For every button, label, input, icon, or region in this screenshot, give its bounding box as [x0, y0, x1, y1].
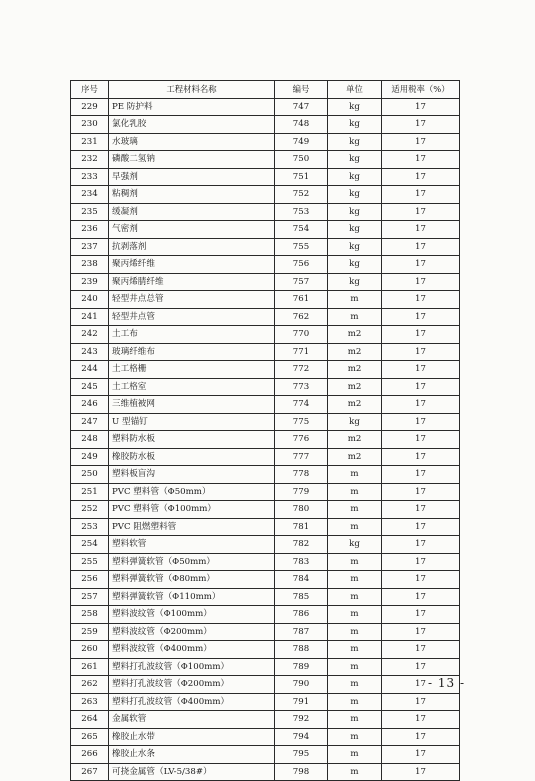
- cell-unit: kg: [328, 203, 382, 221]
- cell-unit: m: [328, 483, 382, 501]
- cell-tax-rate: 17: [382, 221, 460, 239]
- cell-tax-rate: 17: [382, 483, 460, 501]
- table-row: [71, 483, 460, 501]
- cell-seq: 259: [71, 623, 109, 641]
- cell-seq: 240: [71, 291, 109, 309]
- cell-code: 798: [275, 763, 328, 781]
- cell-tax-rate: 17: [382, 378, 460, 396]
- cell-material-name: 橡胶止水带: [109, 728, 275, 746]
- cell-material-name: 塑料打孔波纹管（Φ100mm）: [109, 658, 275, 676]
- cell-seq: 258: [71, 606, 109, 624]
- cell-material-name: 聚丙烯腈纤维: [109, 273, 275, 291]
- cell-code: 777: [275, 448, 328, 466]
- table-row: [71, 658, 460, 676]
- cell-seq: 249: [71, 448, 109, 466]
- cell-unit: m: [328, 501, 382, 519]
- cell-tax-rate: 17: [382, 343, 460, 361]
- cell-code: 754: [275, 221, 328, 239]
- cell-material-name: U 型锚钉: [109, 413, 275, 431]
- cell-code: 776: [275, 431, 328, 449]
- cell-unit: m: [328, 466, 382, 484]
- table-row: [71, 168, 460, 186]
- cell-unit: kg: [328, 186, 382, 204]
- cell-material-name: 聚丙烯纤维: [109, 256, 275, 274]
- cell-seq: 252: [71, 501, 109, 519]
- cell-material-name: 塑料板盲沟: [109, 466, 275, 484]
- cell-seq: 239: [71, 273, 109, 291]
- cell-seq: 248: [71, 431, 109, 449]
- cell-seq: 231: [71, 133, 109, 151]
- cell-unit: m: [328, 308, 382, 326]
- cell-seq: 257: [71, 588, 109, 606]
- cell-unit: kg: [328, 256, 382, 274]
- cell-code: 778: [275, 466, 328, 484]
- table-row: [71, 431, 460, 449]
- header-unit: 单位: [328, 81, 382, 99]
- cell-material-name: 塑料弹簧软管（Φ110mm）: [109, 588, 275, 606]
- header-code: 编号: [275, 81, 328, 99]
- table-row: [71, 378, 460, 396]
- cell-seq: 261: [71, 658, 109, 676]
- cell-material-name: 轻型井点总管: [109, 291, 275, 309]
- cell-tax-rate: 17: [382, 641, 460, 659]
- table-row: [71, 763, 460, 781]
- table-row: [71, 221, 460, 239]
- cell-unit: m2: [328, 378, 382, 396]
- cell-tax-rate: 17: [382, 536, 460, 554]
- cell-code: 794: [275, 728, 328, 746]
- cell-tax-rate: 17: [382, 203, 460, 221]
- cell-tax-rate: 17: [382, 518, 460, 536]
- cell-material-name: 金属软管: [109, 711, 275, 729]
- table-row: [71, 308, 460, 326]
- table-row: [71, 151, 460, 169]
- cell-material-name: 塑料波纹管（Φ400mm）: [109, 641, 275, 659]
- cell-seq: 262: [71, 676, 109, 694]
- table-row: [71, 571, 460, 589]
- cell-seq: 245: [71, 378, 109, 396]
- cell-unit: kg: [328, 168, 382, 186]
- cell-code: 757: [275, 273, 328, 291]
- cell-material-name: 塑料软管: [109, 536, 275, 554]
- cell-tax-rate: 17: [382, 168, 460, 186]
- cell-material-name: 水玻璃: [109, 133, 275, 151]
- cell-material-name: 土工布: [109, 326, 275, 344]
- cell-seq: 234: [71, 186, 109, 204]
- cell-seq: 253: [71, 518, 109, 536]
- cell-material-name: 土工格栅: [109, 361, 275, 379]
- page-number: - 13 -: [428, 676, 466, 690]
- cell-tax-rate: 17: [382, 466, 460, 484]
- table-row: [71, 588, 460, 606]
- cell-tax-rate: 17: [382, 133, 460, 151]
- materials-tax-table-container: [70, 80, 459, 781]
- cell-code: 784: [275, 571, 328, 589]
- cell-code: 771: [275, 343, 328, 361]
- cell-unit: m: [328, 693, 382, 711]
- cell-seq: 256: [71, 571, 109, 589]
- cell-code: 753: [275, 203, 328, 221]
- cell-code: 772: [275, 361, 328, 379]
- cell-tax-rate: 17: [382, 711, 460, 729]
- table-row: [71, 746, 460, 764]
- cell-code: 773: [275, 378, 328, 396]
- cell-tax-rate: 17: [382, 746, 460, 764]
- cell-tax-rate: 17: [382, 238, 460, 256]
- cell-unit: m: [328, 728, 382, 746]
- cell-code: 762: [275, 308, 328, 326]
- cell-material-name: 氯化乳胶: [109, 116, 275, 134]
- cell-material-name: 橡胶防水板: [109, 448, 275, 466]
- cell-material-name: PVC 阻燃塑料管: [109, 518, 275, 536]
- table-row: [71, 203, 460, 221]
- table-row: [71, 623, 460, 641]
- cell-tax-rate: 17: [382, 448, 460, 466]
- table-row: [71, 711, 460, 729]
- cell-tax-rate: 17: [382, 273, 460, 291]
- cell-unit: m2: [328, 343, 382, 361]
- cell-tax-rate: 17: [382, 326, 460, 344]
- table-row: [71, 466, 460, 484]
- cell-material-name: 玻璃纤维布: [109, 343, 275, 361]
- cell-unit: m: [328, 641, 382, 659]
- cell-tax-rate: 17: [382, 396, 460, 414]
- cell-unit: kg: [328, 116, 382, 134]
- cell-unit: kg: [328, 413, 382, 431]
- cell-code: 774: [275, 396, 328, 414]
- cell-unit: m: [328, 763, 382, 781]
- cell-code: 775: [275, 413, 328, 431]
- cell-seq: 265: [71, 728, 109, 746]
- table-body: [71, 98, 460, 781]
- cell-seq: 236: [71, 221, 109, 239]
- cell-tax-rate: 17: [382, 361, 460, 379]
- cell-code: 788: [275, 641, 328, 659]
- cell-tax-rate: 17: [382, 676, 460, 694]
- cell-code: 749: [275, 133, 328, 151]
- cell-unit: m2: [328, 396, 382, 414]
- cell-code: 748: [275, 116, 328, 134]
- cell-unit: kg: [328, 238, 382, 256]
- cell-code: 789: [275, 658, 328, 676]
- cell-code: 785: [275, 588, 328, 606]
- cell-material-name: 塑料弹簧软管（Φ80mm）: [109, 571, 275, 589]
- cell-code: 781: [275, 518, 328, 536]
- cell-seq: 242: [71, 326, 109, 344]
- cell-material-name: PVC 塑料管（Φ100mm）: [109, 501, 275, 519]
- materials-tax-table: [70, 80, 460, 781]
- cell-seq: 235: [71, 203, 109, 221]
- cell-seq: 244: [71, 361, 109, 379]
- cell-unit: m2: [328, 361, 382, 379]
- cell-unit: m: [328, 291, 382, 309]
- cell-material-name: 橡胶止水条: [109, 746, 275, 764]
- cell-tax-rate: 17: [382, 588, 460, 606]
- cell-unit: kg: [328, 273, 382, 291]
- cell-unit: m: [328, 588, 382, 606]
- cell-unit: kg: [328, 98, 382, 116]
- cell-tax-rate: 17: [382, 431, 460, 449]
- table-row: [71, 133, 460, 151]
- cell-code: 747: [275, 98, 328, 116]
- cell-unit: m: [328, 623, 382, 641]
- table-row: [71, 606, 460, 624]
- cell-tax-rate: 17: [382, 553, 460, 571]
- table-row: [71, 693, 460, 711]
- cell-unit: m: [328, 711, 382, 729]
- cell-material-name: 塑料防水板: [109, 431, 275, 449]
- table-row: [71, 326, 460, 344]
- cell-code: 786: [275, 606, 328, 624]
- table-row: [71, 186, 460, 204]
- table-row: [71, 641, 460, 659]
- table-row: [71, 676, 460, 694]
- cell-material-name: 轻型井点管: [109, 308, 275, 326]
- cell-tax-rate: 17: [382, 763, 460, 781]
- table-row: [71, 728, 460, 746]
- cell-seq: 238: [71, 256, 109, 274]
- header-tax-rate: 适用税率（%）: [382, 81, 460, 99]
- cell-material-name: 可挠金属管（LV-5/38#）: [109, 763, 275, 781]
- cell-material-name: 抗剥落剂: [109, 238, 275, 256]
- cell-code: 752: [275, 186, 328, 204]
- cell-seq: 255: [71, 553, 109, 571]
- cell-tax-rate: 17: [382, 693, 460, 711]
- cell-code: 750: [275, 151, 328, 169]
- cell-code: 783: [275, 553, 328, 571]
- cell-tax-rate: 17: [382, 501, 460, 519]
- cell-material-name: 塑料波纹管（Φ200mm）: [109, 623, 275, 641]
- cell-material-name: 粘稠剂: [109, 186, 275, 204]
- cell-material-name: PE 防护料: [109, 98, 275, 116]
- cell-seq: 247: [71, 413, 109, 431]
- table-row: [71, 553, 460, 571]
- cell-seq: 254: [71, 536, 109, 554]
- cell-material-name: PVC 塑料管（Φ50mm）: [109, 483, 275, 501]
- cell-unit: m: [328, 676, 382, 694]
- cell-seq: 267: [71, 763, 109, 781]
- cell-tax-rate: 17: [382, 256, 460, 274]
- table-row: [71, 343, 460, 361]
- table-row: [71, 98, 460, 116]
- cell-tax-rate: 17: [382, 98, 460, 116]
- cell-unit: m: [328, 553, 382, 571]
- cell-seq: 229: [71, 98, 109, 116]
- cell-code: 780: [275, 501, 328, 519]
- cell-tax-rate: 17: [382, 291, 460, 309]
- cell-tax-rate: 17: [382, 186, 460, 204]
- cell-code: 755: [275, 238, 328, 256]
- cell-tax-rate: 17: [382, 151, 460, 169]
- cell-seq: 241: [71, 308, 109, 326]
- table-row: [71, 361, 460, 379]
- cell-seq: 266: [71, 746, 109, 764]
- cell-unit: kg: [328, 221, 382, 239]
- cell-seq: 263: [71, 693, 109, 711]
- cell-unit: m2: [328, 326, 382, 344]
- cell-material-name: 早强剂: [109, 168, 275, 186]
- table-row: [71, 116, 460, 134]
- cell-unit: m: [328, 606, 382, 624]
- cell-seq: 246: [71, 396, 109, 414]
- cell-code: 790: [275, 676, 328, 694]
- cell-seq: 250: [71, 466, 109, 484]
- cell-tax-rate: 17: [382, 571, 460, 589]
- table-row: [71, 396, 460, 414]
- cell-material-name: 塑料打孔波纹管（Φ200mm）: [109, 676, 275, 694]
- header-material-name: 工程材料名称: [109, 81, 275, 99]
- cell-tax-rate: 17: [382, 413, 460, 431]
- header-seq: 序号: [71, 81, 109, 99]
- cell-material-name: 磷酸二氢钠: [109, 151, 275, 169]
- table-row: [71, 448, 460, 466]
- cell-seq: 264: [71, 711, 109, 729]
- cell-unit: m: [328, 571, 382, 589]
- table-row: [71, 413, 460, 431]
- cell-code: 782: [275, 536, 328, 554]
- cell-code: 761: [275, 291, 328, 309]
- cell-code: 792: [275, 711, 328, 729]
- cell-unit: m: [328, 746, 382, 764]
- table-row: [71, 273, 460, 291]
- table-row: [71, 238, 460, 256]
- table-row: [71, 291, 460, 309]
- cell-unit: m2: [328, 431, 382, 449]
- cell-material-name: 塑料打孔波纹管（Φ400mm）: [109, 693, 275, 711]
- cell-material-name: 塑料波纹管（Φ100mm）: [109, 606, 275, 624]
- cell-material-name: 气密剂: [109, 221, 275, 239]
- cell-code: 787: [275, 623, 328, 641]
- cell-unit: m: [328, 658, 382, 676]
- cell-unit: kg: [328, 536, 382, 554]
- cell-unit: kg: [328, 151, 382, 169]
- cell-unit: kg: [328, 133, 382, 151]
- table-row: [71, 518, 460, 536]
- cell-seq: 230: [71, 116, 109, 134]
- cell-tax-rate: 17: [382, 728, 460, 746]
- cell-material-name: 土工格室: [109, 378, 275, 396]
- cell-code: 791: [275, 693, 328, 711]
- cell-material-name: 三维植被网: [109, 396, 275, 414]
- cell-tax-rate: 17: [382, 658, 460, 676]
- cell-unit: m2: [328, 448, 382, 466]
- cell-tax-rate: 17: [382, 623, 460, 641]
- cell-seq: 233: [71, 168, 109, 186]
- cell-material-name: 缓凝剂: [109, 203, 275, 221]
- cell-code: 756: [275, 256, 328, 274]
- cell-tax-rate: 17: [382, 308, 460, 326]
- cell-seq: 237: [71, 238, 109, 256]
- cell-tax-rate: 17: [382, 116, 460, 134]
- cell-unit: m: [328, 518, 382, 536]
- cell-seq: 232: [71, 151, 109, 169]
- cell-seq: 260: [71, 641, 109, 659]
- table-header-row: [71, 81, 460, 99]
- cell-tax-rate: 17: [382, 606, 460, 624]
- cell-code: 751: [275, 168, 328, 186]
- cell-code: 770: [275, 326, 328, 344]
- cell-code: 779: [275, 483, 328, 501]
- cell-seq: 251: [71, 483, 109, 501]
- table-row: [71, 501, 460, 519]
- table-row: [71, 256, 460, 274]
- cell-material-name: 塑料弹簧软管（Φ50mm）: [109, 553, 275, 571]
- cell-seq: 243: [71, 343, 109, 361]
- cell-code: 795: [275, 746, 328, 764]
- table-row: [71, 536, 460, 554]
